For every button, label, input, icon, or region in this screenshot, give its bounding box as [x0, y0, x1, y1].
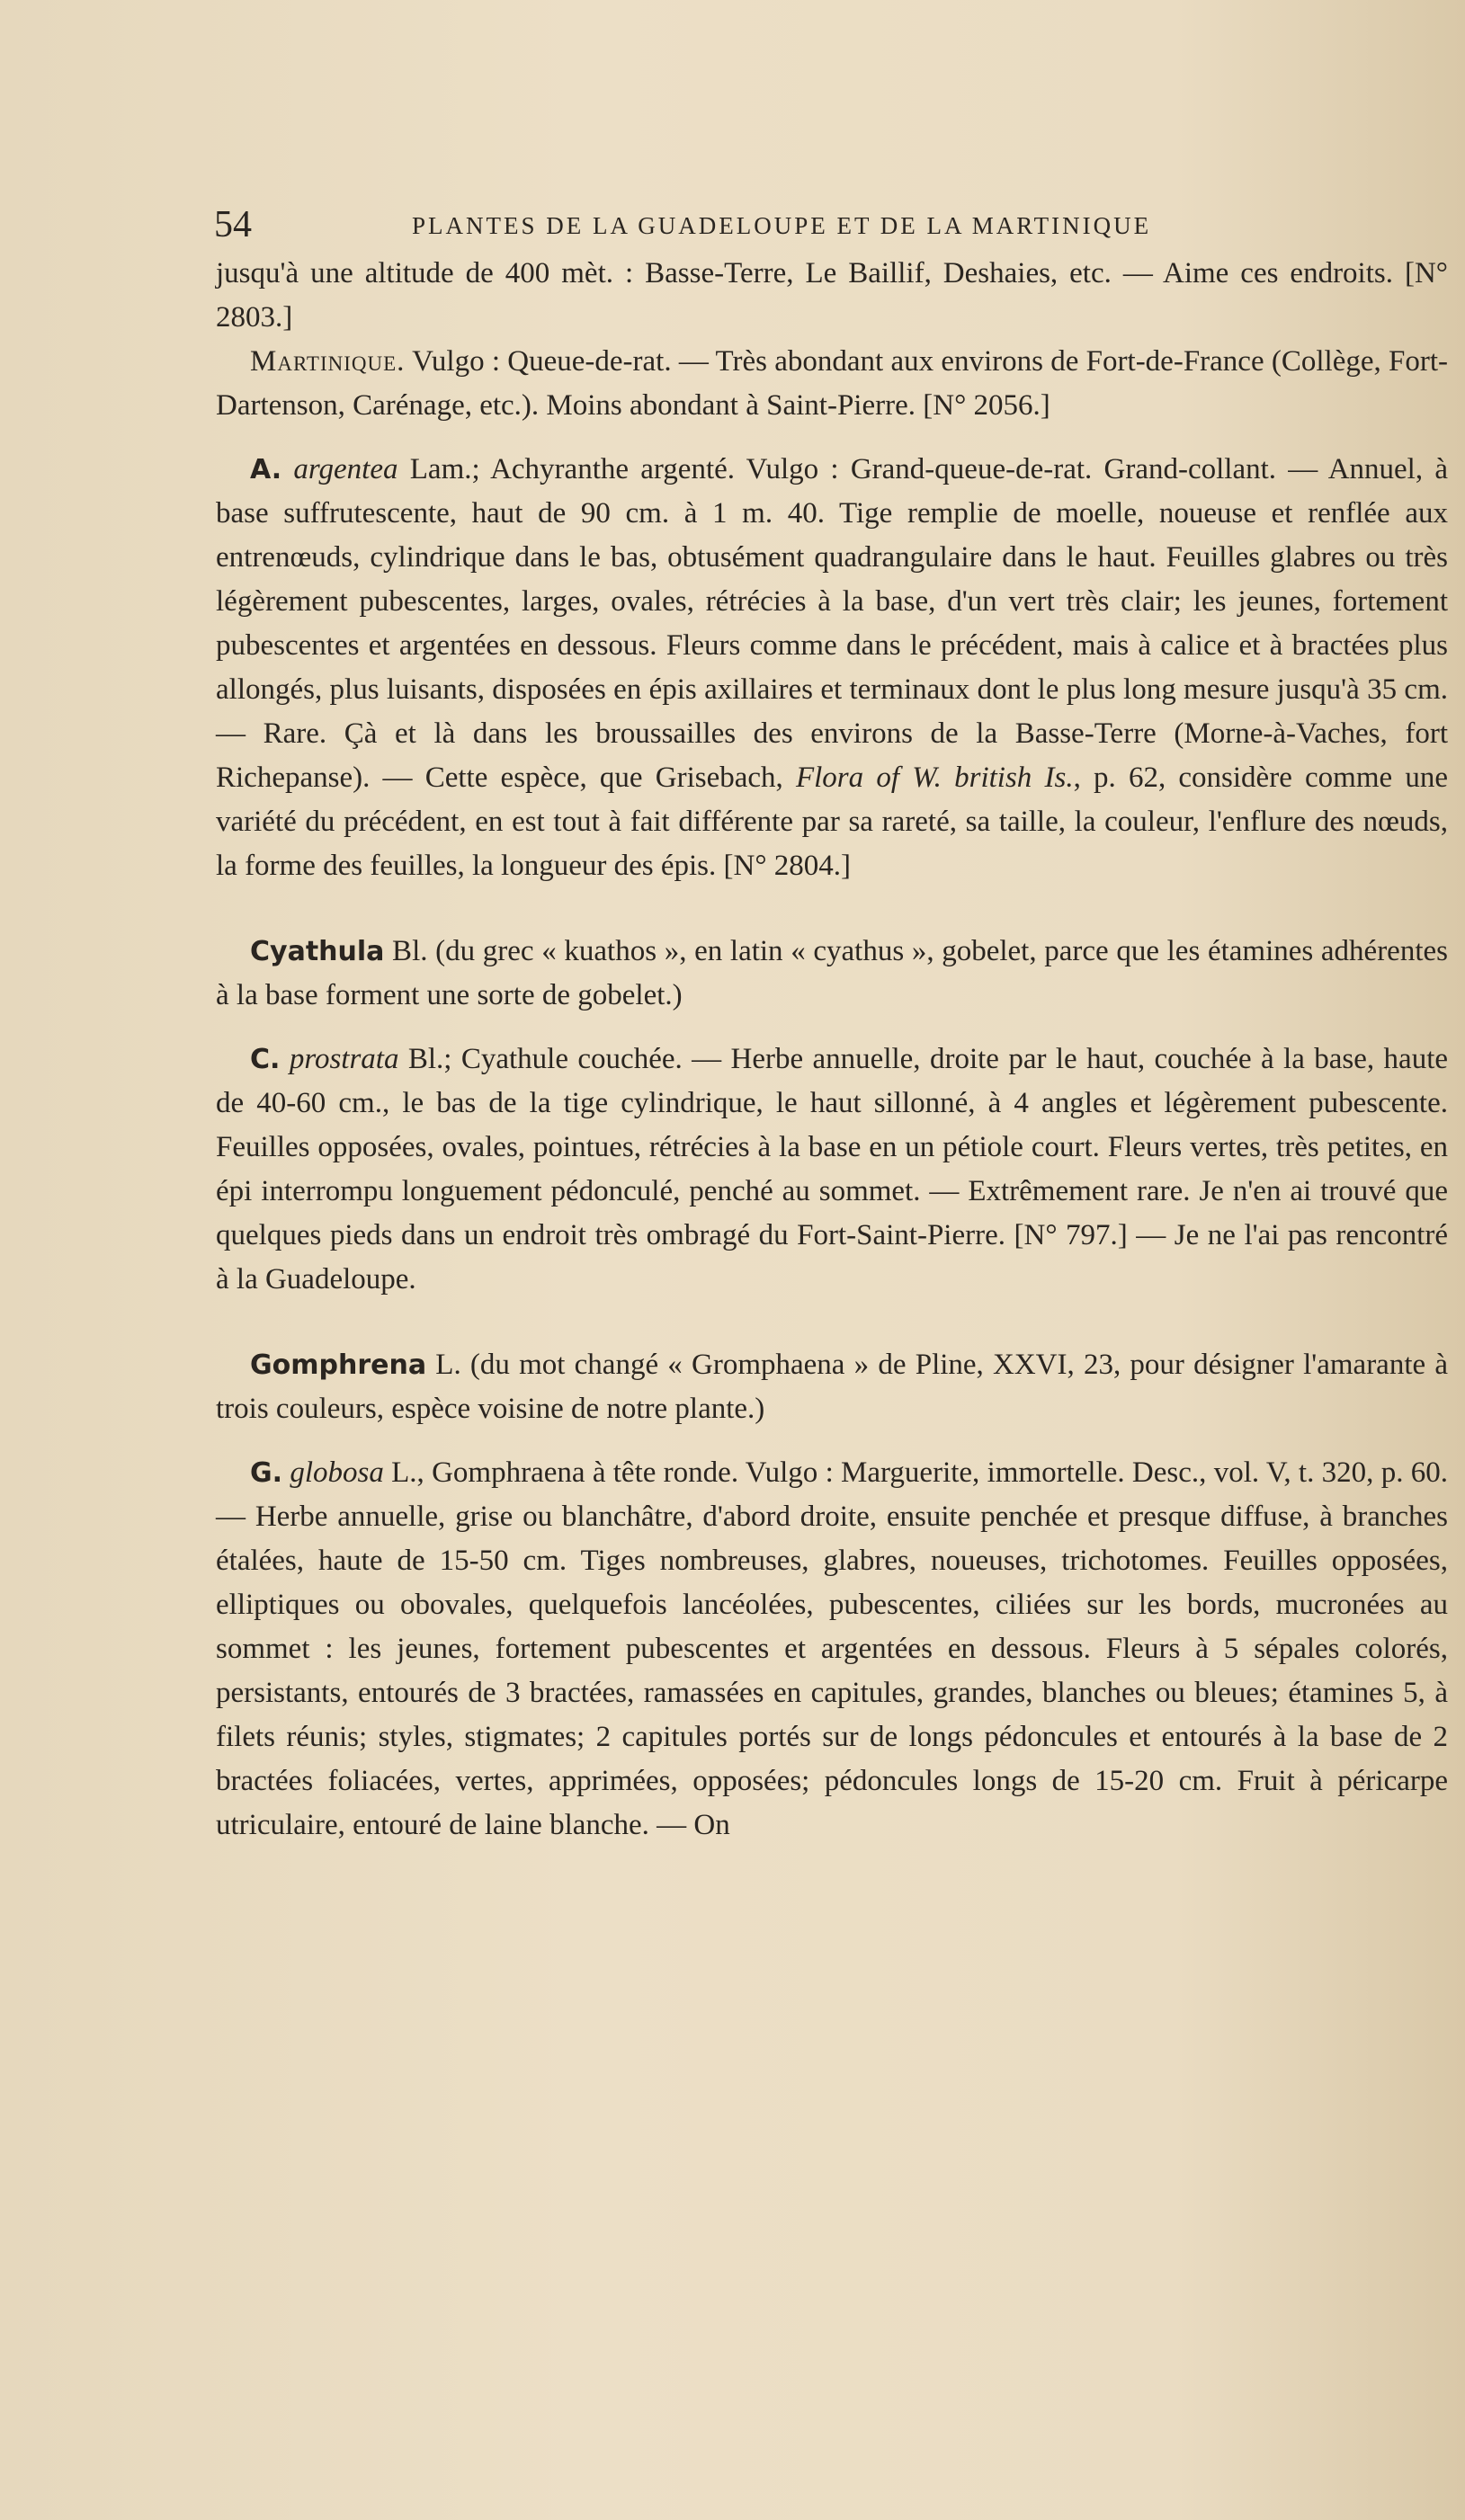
species-name: argentea: [293, 453, 398, 485]
paragraph-martinique: Martinique. Vulgo : Queue-de-rat. — Très abondant aux environs de Fort-de-France (Collège, Fort-Dartenson, Carénage, etc.). Moins abondant à Saint-Pierre. [N° 2056.]: [216, 345, 1448, 422]
genus-abbrev: G.: [250, 1457, 283, 1489]
species-cyathula-prostrata: C. prostrata Bl.; Cyathule couchée. — Herbe annuelle, droite par le haut, couchée à la base, haute de 40-60 cm., le bas de la tige cylindrique, le haut sillonné, à 4 angles et légèrement pubescente. Feuilles opposées, ovales, pointues, rétrécies à la base en un pétiole court. Fleurs vertes, très petites, en épi interrompu longuement pédonculé, penché au sommet. — Extrêmement rare. Je n'en ai trouvé que quelques pieds dans un endroit très ombragé du Fort-Saint-Pierre. [N° 797.] — Je ne l'ai pas rencontré à la Guadeloupe.: [216, 1043, 1449, 1296]
species-gomphrena-globosa: G. globosa L., Gomphraena à tête ronde. Vulgo : Marguerite, immortelle. Desc., vol. V, t. 320, p. 60. — Herbe annuelle, grise ou blanchâtre, d'abord droite, ensuite penchée et presque diffuse, à branches étalées, haute de 15-50 cm. Tiges nombreuses, glabres, noueuses, trichotomes. Feuilles opposées, elliptiques ou obovales, quelquefois lancéolées, pubescentes, ciliées sur les bords, mucronées au sommet : les jeunes, fortement pubescentes et argentées en dessous. Fleurs à 5 sépales colorés, persistants, entourés de 3 bractées, ramassées en capitules, grandes, blanches ou bleues; étamines 5, à filets réunis; styles, stigmates; 2 capitules portés sur de longs pédoncules et entourés à la base de 2 bractées foliacées, vertes, apprimées, opposées; pédoncules longs de 15-20 cm. Fruit à péricarpe utriculaire, entouré de laine blanche. — On: [216, 1456, 1448, 1841]
genus-abbrev: A.: [250, 454, 282, 485]
body-text: [216, 252, 1448, 1848]
species-achyranthes-argentea: A. argentea Lam.; Achyranthe argenté. Vulgo : Grand-queue-de-rat. Grand-collant. — Annuel, à base suffrutescente, haut de 90 cm. à 1 m. 40. Tige remplie de moelle, noueuse et renflée aux entrenœuds, cylindrique dans le bas, obtusément quadrangulaire dans le haut. Feuilles glabres ou très légèrement pubescentes, larges, ovales, rétrécies à la base, d'un vert très clair; les jeunes, fortement pubescentes et argentées en dessous. Fleurs comme dans le précédent, mais à calice et à bractées plus allongés, plus luisants, disposées en épis axillaires et terminaux dont le plus long mesure jusqu'à 35 cm. — Rare. Çà et là dans les broussailles des environs de la Basse-Terre (Morne-à-Vaches, fort Richepanse). — Cette espèce, que Grisebach, Flora of W. british Is., p. 62, considère comme une variété du précédent, en est tout à fait différente par sa rareté, sa taille, la couleur, l'enflure des nœuds, la forme des feuilles, la longueur des épis. [N° 2804.]: [216, 453, 1449, 882]
locality-heading: Martinique.: [250, 345, 406, 378]
page-number: 54: [214, 204, 252, 245]
paragraph-1: jusqu'à une altitude de 400 mèt. : Basse-Terre, Le Baillif, Deshaies, etc. — Aime ces endroits. [N° 2803.]: [216, 257, 1448, 334]
genus-name: Cyathula: [250, 936, 385, 967]
genus-name: Gomphrena: [250, 1349, 427, 1381]
species-name: globosa: [290, 1456, 384, 1489]
genus-cyathula: Cyathula Bl. (du grec « kuathos », en latin « cyathus », gobelet, parce que les étamines adhérentes à la base forment une sorte de gobelet.): [216, 935, 1448, 1011]
species-name: prostrata: [289, 1043, 399, 1075]
genus-abbrev: C.: [250, 1044, 281, 1075]
genus-gomphrena: Gomphrena L. (du mot changé « Gromphaena » de Pline, XXVI, 23, pour désigner l'amarante à trois couleurs, espèce voisine de notre plante.): [216, 1349, 1448, 1425]
page-header: [214, 203, 1446, 246]
citation-title: Flora of W. british Is.: [795, 761, 1074, 794]
running-head: PLANTES DE LA GUADELOUPE ET DE LA MARTINIQUE: [412, 212, 1152, 239]
